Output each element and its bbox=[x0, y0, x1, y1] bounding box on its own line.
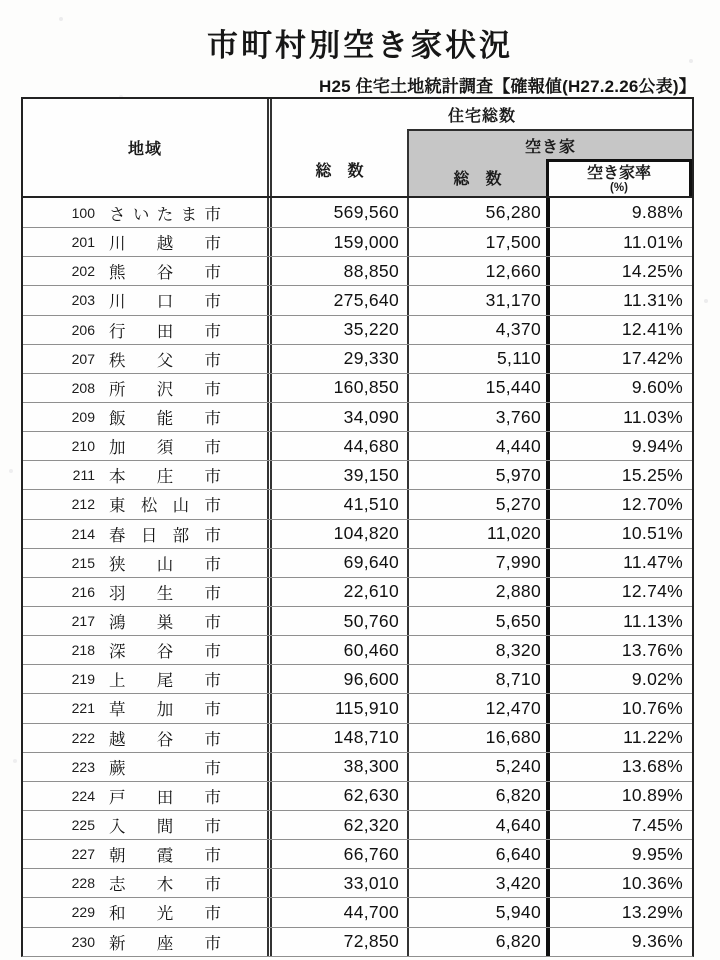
housing-total-value: 60,460 bbox=[267, 636, 407, 664]
vacancy-rate-value: 15.25% bbox=[546, 461, 692, 489]
housing-total-value: 66,760 bbox=[267, 840, 407, 868]
municipality-name: 東 松 山 市 bbox=[109, 497, 221, 516]
vacant-total-value: 5,110 bbox=[407, 345, 546, 373]
table-row bbox=[23, 285, 692, 314]
vacant-total-value: 5,650 bbox=[407, 607, 546, 635]
vacancy-rate-value: 13.76% bbox=[546, 636, 692, 664]
housing-total-value: 33,010 bbox=[267, 869, 407, 897]
table-body bbox=[23, 198, 692, 956]
municipality-code: 224 bbox=[71, 787, 95, 804]
header-region: 地域 bbox=[127, 141, 162, 158]
table-row bbox=[23, 489, 692, 518]
table-row bbox=[23, 781, 692, 810]
table-row bbox=[23, 227, 692, 256]
municipality-name: さ い た ま 市 bbox=[109, 205, 221, 224]
municipality-name: 本 庄 市 bbox=[109, 468, 221, 487]
vacant-total-value: 3,420 bbox=[407, 869, 546, 897]
table-row bbox=[23, 693, 692, 722]
vacancy-rate-value: 12.74% bbox=[546, 578, 692, 606]
vacancy-rate-value: 13.29% bbox=[546, 898, 692, 926]
table-row bbox=[23, 723, 692, 752]
municipality-name: 所 沢 市 bbox=[109, 380, 221, 399]
scan-noise bbox=[0, 0, 2, 2]
vacant-total-value: 8,320 bbox=[407, 636, 546, 664]
vacancy-rate-value: 9.02% bbox=[546, 665, 692, 693]
municipality-name: 飯 能 市 bbox=[109, 410, 221, 429]
municipality-name: 入 間 市 bbox=[109, 818, 221, 837]
municipality-code: 201 bbox=[71, 234, 95, 251]
municipality-name: 川 口 市 bbox=[109, 293, 221, 312]
table-row bbox=[23, 606, 692, 635]
vacancy-rate-value: 9.60% bbox=[546, 374, 692, 402]
municipality-name: 羽 生 市 bbox=[109, 584, 221, 603]
housing-total-value: 44,700 bbox=[267, 898, 407, 926]
municipality-code: 227 bbox=[71, 846, 95, 863]
table-row bbox=[23, 315, 692, 344]
housing-total-value: 159,000 bbox=[267, 228, 407, 256]
region-cell bbox=[23, 286, 267, 314]
vacancy-rate-value: 10.76% bbox=[546, 694, 692, 722]
housing-total-value: 62,320 bbox=[267, 811, 407, 839]
housing-total-value: 35,220 bbox=[267, 316, 407, 344]
header-total: 総 数 bbox=[267, 129, 407, 196]
housing-total-value: 96,600 bbox=[267, 665, 407, 693]
municipality-code: 219 bbox=[71, 671, 95, 688]
vacancy-rate-value: 12.70% bbox=[546, 490, 692, 518]
municipality-code: 203 bbox=[71, 292, 95, 309]
region-cell bbox=[23, 490, 267, 518]
vacant-total-value: 6,820 bbox=[407, 928, 546, 956]
housing-total-value: 34,090 bbox=[267, 403, 407, 431]
municipality-code: 229 bbox=[71, 904, 95, 921]
municipality-code: 221 bbox=[71, 700, 95, 717]
vacant-total-value: 3,760 bbox=[407, 403, 546, 431]
vacancy-rate-value: 14.25% bbox=[546, 257, 692, 285]
region-cell bbox=[23, 549, 267, 577]
vacant-total-value: 16,680 bbox=[407, 724, 546, 752]
region-cell bbox=[23, 345, 267, 373]
vacant-total-value: 11,020 bbox=[407, 520, 546, 548]
municipality-name: 蕨 市 bbox=[109, 759, 221, 778]
table-row bbox=[23, 927, 692, 956]
header-vacant-group: 空き家 bbox=[407, 129, 692, 159]
region-cell bbox=[23, 198, 267, 227]
municipality-name: 戸 田 市 bbox=[109, 788, 221, 807]
region-cell bbox=[23, 461, 267, 489]
vacancy-rate-value: 9.88% bbox=[546, 198, 692, 227]
vacant-total-value: 31,170 bbox=[407, 286, 546, 314]
region-cell bbox=[23, 928, 267, 956]
municipality-code: 211 bbox=[72, 467, 95, 484]
municipality-name: 熊 谷 市 bbox=[109, 264, 221, 283]
table-header bbox=[23, 99, 692, 198]
page-title: 市町村別空き家状況 bbox=[207, 28, 513, 63]
housing-total-value: 88,850 bbox=[267, 257, 407, 285]
municipality-code: 202 bbox=[71, 263, 95, 280]
housing-total-value: 72,850 bbox=[267, 928, 407, 956]
municipality-code: 208 bbox=[71, 379, 95, 396]
survey-subtitle: H25 住宅土地統計調査【確報値(H27.2.26公表)】 bbox=[318, 77, 696, 96]
housing-total-value: 41,510 bbox=[267, 490, 407, 518]
region-cell bbox=[23, 869, 267, 897]
region-cell bbox=[23, 898, 267, 926]
vacancy-rate-value: 13.68% bbox=[546, 753, 692, 781]
table-row bbox=[23, 519, 692, 548]
vacancy-table bbox=[21, 97, 694, 957]
housing-total-value: 62,630 bbox=[267, 782, 407, 810]
vacancy-rate-value: 11.31% bbox=[546, 286, 692, 314]
region-cell bbox=[23, 520, 267, 548]
region-cell bbox=[23, 811, 267, 839]
municipality-name: 狭 山 市 bbox=[109, 555, 221, 574]
municipality-code: 230 bbox=[71, 933, 95, 950]
table-row bbox=[23, 839, 692, 868]
vacant-total-value: 4,640 bbox=[407, 811, 546, 839]
region-cell bbox=[23, 316, 267, 344]
region-cell bbox=[23, 840, 267, 868]
region-cell bbox=[23, 753, 267, 781]
municipality-name: 和 光 市 bbox=[109, 905, 221, 924]
vacant-total-value: 5,240 bbox=[407, 753, 546, 781]
housing-total-value: 39,150 bbox=[267, 461, 407, 489]
municipality-name: 鴻 巣 市 bbox=[109, 614, 221, 633]
municipality-name: 川 越 市 bbox=[109, 235, 221, 254]
housing-total-value: 569,560 bbox=[267, 198, 407, 227]
header-housing-total: 住宅総数 bbox=[267, 99, 692, 129]
municipality-code: 217 bbox=[71, 613, 95, 630]
housing-total-value: 115,910 bbox=[267, 694, 407, 722]
table-row bbox=[23, 548, 692, 577]
region-cell bbox=[23, 432, 267, 460]
vacancy-rate-value: 12.41% bbox=[546, 316, 692, 344]
header-vacancy-rate-unit: (%) bbox=[610, 182, 628, 195]
vacancy-rate-value: 11.22% bbox=[546, 724, 692, 752]
municipality-code: 100 bbox=[71, 204, 95, 221]
municipality-name: 志 木 市 bbox=[109, 876, 221, 895]
municipality-name: 春 日 部 市 bbox=[109, 526, 221, 545]
municipality-code: 207 bbox=[71, 350, 95, 367]
vacant-total-value: 17,500 bbox=[407, 228, 546, 256]
housing-total-value: 160,850 bbox=[267, 374, 407, 402]
municipality-name: 深 谷 市 bbox=[109, 643, 221, 662]
municipality-name: 秩 父 市 bbox=[109, 351, 221, 370]
table-row bbox=[23, 810, 692, 839]
vacancy-rate-value: 9.36% bbox=[546, 928, 692, 956]
region-cell bbox=[23, 374, 267, 402]
table-row bbox=[23, 460, 692, 489]
housing-total-value: 44,680 bbox=[267, 432, 407, 460]
vacant-total-value: 6,820 bbox=[407, 782, 546, 810]
municipality-code: 222 bbox=[71, 729, 95, 746]
table-row bbox=[23, 897, 692, 926]
municipality-code: 209 bbox=[71, 409, 95, 426]
municipality-name: 朝 霞 市 bbox=[109, 847, 221, 866]
vacancy-rate-value: 10.36% bbox=[546, 869, 692, 897]
municipality-code: 215 bbox=[71, 554, 95, 571]
vacant-total-value: 5,940 bbox=[407, 898, 546, 926]
municipality-name: 加 須 市 bbox=[109, 439, 221, 458]
municipality-name: 草 加 市 bbox=[109, 701, 221, 720]
table-row bbox=[23, 344, 692, 373]
region-cell bbox=[23, 228, 267, 256]
housing-total-value: 29,330 bbox=[267, 345, 407, 373]
vacant-total-value: 7,990 bbox=[407, 549, 546, 577]
region-cell bbox=[23, 257, 267, 285]
vacant-total-value: 5,970 bbox=[407, 461, 546, 489]
region-cell bbox=[23, 607, 267, 635]
vacant-total-value: 2,880 bbox=[407, 578, 546, 606]
region-cell bbox=[23, 636, 267, 664]
vacant-total-value: 15,440 bbox=[407, 374, 546, 402]
vacancy-rate-value: 10.89% bbox=[546, 782, 692, 810]
vacant-total-value: 8,710 bbox=[407, 665, 546, 693]
municipality-name: 越 谷 市 bbox=[109, 730, 221, 749]
housing-total-value: 38,300 bbox=[267, 753, 407, 781]
region-cell bbox=[23, 578, 267, 606]
table-row bbox=[23, 664, 692, 693]
municipality-name: 行 田 市 bbox=[109, 322, 221, 341]
municipality-code: 206 bbox=[71, 321, 95, 338]
table-row bbox=[23, 198, 692, 227]
housing-total-value: 69,640 bbox=[267, 549, 407, 577]
municipality-name: 新 座 市 bbox=[109, 934, 221, 953]
vacant-total-value: 4,440 bbox=[407, 432, 546, 460]
vacancy-rate-value: 7.45% bbox=[546, 811, 692, 839]
municipality-code: 210 bbox=[71, 438, 95, 455]
region-cell bbox=[23, 403, 267, 431]
housing-total-value: 148,710 bbox=[267, 724, 407, 752]
municipality-code: 218 bbox=[71, 642, 95, 659]
housing-total-value: 50,760 bbox=[267, 607, 407, 635]
header-vacant-total: 総 数 bbox=[407, 159, 546, 196]
table-row bbox=[23, 577, 692, 606]
header-vacancy-rate-label: 空き家率 bbox=[586, 164, 651, 182]
vacancy-rate-value: 11.01% bbox=[546, 228, 692, 256]
vacant-total-value: 6,640 bbox=[407, 840, 546, 868]
municipality-code: 214 bbox=[71, 525, 95, 542]
municipality-code: 228 bbox=[71, 875, 95, 892]
vacancy-rate-value: 10.51% bbox=[546, 520, 692, 548]
housing-total-value: 22,610 bbox=[267, 578, 407, 606]
table-row bbox=[23, 431, 692, 460]
municipality-code: 225 bbox=[71, 817, 95, 834]
table-row bbox=[23, 635, 692, 664]
table-row bbox=[23, 256, 692, 285]
housing-total-value: 104,820 bbox=[267, 520, 407, 548]
header-vacancy-rate bbox=[546, 159, 692, 196]
vacant-total-value: 56,280 bbox=[407, 198, 546, 227]
table-row bbox=[23, 402, 692, 431]
vacant-total-value: 4,370 bbox=[407, 316, 546, 344]
municipality-name: 上 尾 市 bbox=[109, 672, 221, 691]
region-cell bbox=[23, 782, 267, 810]
vacancy-rate-value: 9.95% bbox=[546, 840, 692, 868]
table-row bbox=[23, 868, 692, 897]
housing-total-value: 275,640 bbox=[267, 286, 407, 314]
municipality-code: 212 bbox=[71, 496, 95, 513]
vacancy-rate-value: 11.47% bbox=[546, 549, 692, 577]
vacancy-rate-value: 11.13% bbox=[546, 607, 692, 635]
table-row bbox=[23, 373, 692, 402]
municipality-code: 216 bbox=[71, 583, 95, 600]
vacant-total-value: 12,660 bbox=[407, 257, 546, 285]
vacancy-rate-value: 11.03% bbox=[546, 403, 692, 431]
region-cell bbox=[23, 724, 267, 752]
vacancy-rate-value: 9.94% bbox=[546, 432, 692, 460]
vacant-total-value: 12,470 bbox=[407, 694, 546, 722]
municipality-code: 223 bbox=[71, 758, 95, 775]
table-row bbox=[23, 752, 692, 781]
region-cell bbox=[23, 694, 267, 722]
region-cell bbox=[23, 665, 267, 693]
vacancy-rate-value: 17.42% bbox=[546, 345, 692, 373]
vacant-total-value: 5,270 bbox=[407, 490, 546, 518]
